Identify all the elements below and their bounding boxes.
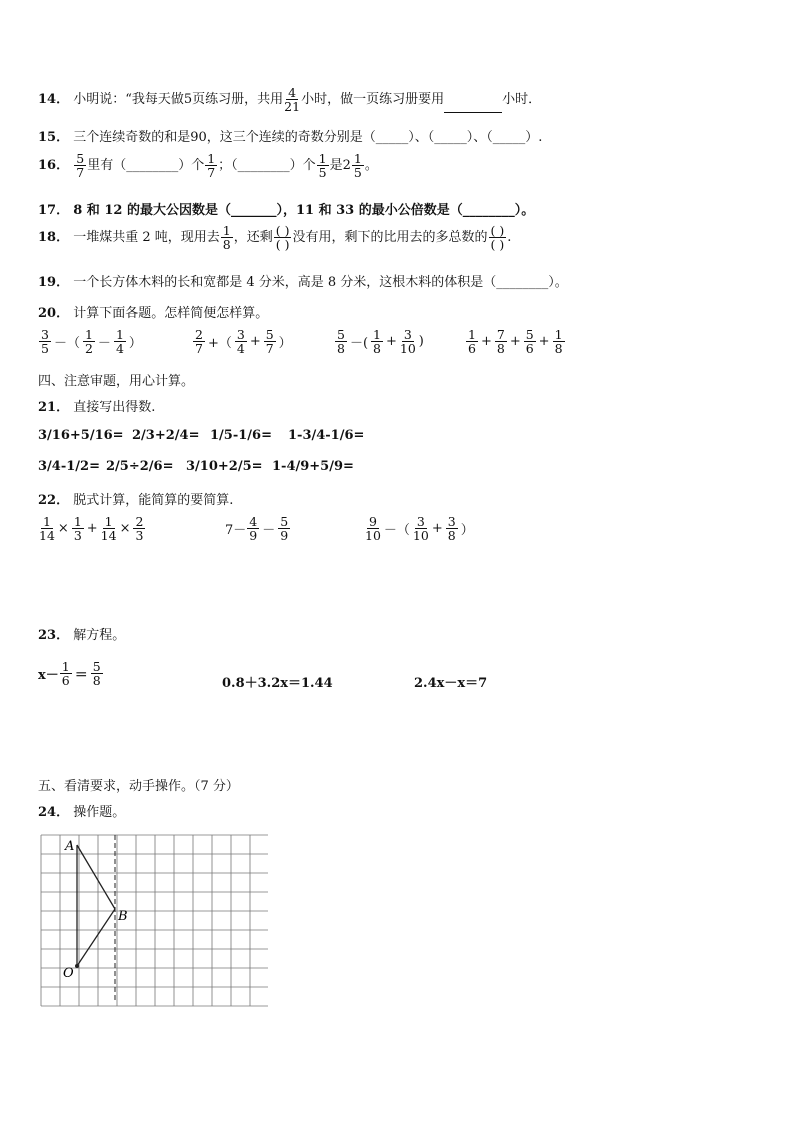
question-20	[38, 302, 268, 321]
question-text: ，还剩	[233, 230, 273, 246]
calc-item: 3/10+2/5=	[186, 459, 263, 474]
calc-item: 3/4-1/2=	[38, 459, 100, 474]
question-14	[38, 86, 541, 113]
triangle-aob	[77, 845, 115, 966]
section-5-title: 五、看清要求，动手操作。（7 分）	[38, 779, 239, 794]
calc-item: 1-3/4-1/6=	[288, 428, 365, 443]
expression-20-4: $\frac{1}{6}$ + $\frac{7}{8}$ + $\frac{5}{6}$ + $\frac{1}{8}$	[468, 327, 563, 357]
question-text: .	[507, 230, 512, 246]
question-text: ；（________）个	[218, 158, 316, 174]
equation-23-3: 2.4x－x＝7	[414, 676, 488, 691]
question-15	[38, 126, 542, 145]
section-4-title: 四、注意审题，用心计算。	[38, 374, 195, 389]
fraction: $\frac{1}{7}$	[207, 151, 216, 181]
question-number: 15．	[38, 130, 70, 145]
question-text: 是2	[329, 158, 351, 174]
question-text: 里有（________）个	[87, 158, 205, 174]
question-21	[38, 396, 155, 415]
question-19	[38, 271, 568, 290]
fraction-blank[interactable]: $\frac{( )}{( )}$	[275, 223, 290, 253]
question-text: 。	[364, 158, 378, 174]
question-number: 24．	[38, 805, 70, 820]
calc-item: 2/3+2/4=	[132, 428, 200, 443]
question-text: 没有用，剩下的比用去的多总数的	[292, 230, 488, 246]
question-number: 16．	[38, 158, 70, 174]
question-number: 17．	[38, 203, 70, 218]
question-text: 脱式计算，能简算的要简算.	[73, 493, 234, 508]
expression-22-2: 7－ $\frac{4}{9}$ － $\frac{5}{9}$	[225, 514, 289, 544]
question-17	[38, 199, 534, 218]
question-text: 8 和 12 的最大公因数是（_______），11 和 33 的最小公倍数是（________）。	[73, 203, 535, 218]
q21-row-2	[38, 459, 354, 474]
label-o: O	[63, 966, 74, 981]
equation-23-2: 0.8＋3.2x＝1.44	[222, 676, 333, 691]
question-text: 小明说：“我每天做5页练习册，共用	[73, 92, 284, 108]
q21-row-1	[38, 428, 364, 443]
calc-item: 1/5-1/6=	[210, 428, 272, 443]
equation-23-1: x－ $\frac{1}{6}$ ＝ $\frac{5}{8}$	[38, 659, 101, 689]
fraction: $\frac{1}{8}$	[222, 223, 231, 253]
question-text: 一堆煤共重 2 吨，现用去	[73, 230, 220, 246]
question-text: 解方程。	[73, 628, 126, 643]
expression-22-3: $\frac{9}{10}$ －（ $\frac{3}{10}$ + $\frac{3}{8}$ ）	[365, 514, 474, 544]
question-text: 计算下面各题。怎样简便怎样算。	[73, 306, 269, 321]
question-number: 22．	[38, 493, 70, 508]
point-o	[75, 964, 79, 968]
answer-blank[interactable]	[444, 112, 502, 113]
question-18	[38, 224, 511, 251]
expression-22-1: $\frac{1}{14}$ × $\frac{1}{3}$ + $\frac{1}{14}$ × $\frac{2}{3}$	[39, 514, 144, 544]
calc-item: 2/5÷2/6=	[106, 459, 174, 474]
question-text: 小时．	[502, 92, 542, 108]
expression-20-1: $\frac{3}{5}$ －（ $\frac{1}{2}$ － $\frac{1}{4}$ ）	[41, 327, 142, 357]
expression-20-3: $\frac{5}{8}$ －( $\frac{1}{8}$ + $\frac{3}{10}$ )	[337, 327, 424, 357]
question-24	[38, 801, 125, 820]
question-number: 14．	[38, 92, 70, 108]
fraction: $\frac{5}{7}$	[76, 151, 85, 181]
question-number: 20．	[38, 306, 70, 321]
calc-item: 1-4/9+5/9=	[272, 459, 354, 474]
question-number: 19．	[38, 275, 70, 290]
fraction: $\frac{1}{5}$	[353, 151, 362, 181]
question-text: 操作题。	[73, 805, 126, 820]
question-text: 一个长方体木料的长和宽都是 4 分米，高是 8 分米，这根木料的体积是（________）。	[73, 275, 568, 290]
question-16	[38, 152, 378, 179]
grid-figure	[38, 832, 268, 1024]
question-number: 23．	[38, 628, 70, 643]
question-23	[38, 624, 125, 643]
calc-item: 3/16+5/16=	[38, 428, 124, 443]
fraction: $\frac{4}{21}$	[284, 85, 301, 115]
question-22	[38, 489, 233, 508]
expression-20-2: $\frac{2}{7}$ +（ $\frac{3}{4}$ + $\frac{5}{7}$ ）	[195, 327, 292, 357]
fraction: $\frac{1}{5}$	[318, 151, 327, 181]
question-number: 21．	[38, 400, 70, 415]
label-b: B	[118, 909, 128, 924]
question-text: 小时，做一页练习册要用	[301, 92, 445, 108]
question-text: 直接写出得数.	[73, 400, 156, 415]
question-text: 三个连续奇数的和是90，这三个连续的奇数分别是（_____）、（_____）、（_____）.	[73, 130, 543, 145]
fraction-blank[interactable]: $\frac{( )}{( )}$	[490, 223, 505, 253]
label-a: A	[65, 839, 75, 854]
question-number: 18．	[38, 230, 70, 246]
grid-lines	[41, 835, 268, 1006]
